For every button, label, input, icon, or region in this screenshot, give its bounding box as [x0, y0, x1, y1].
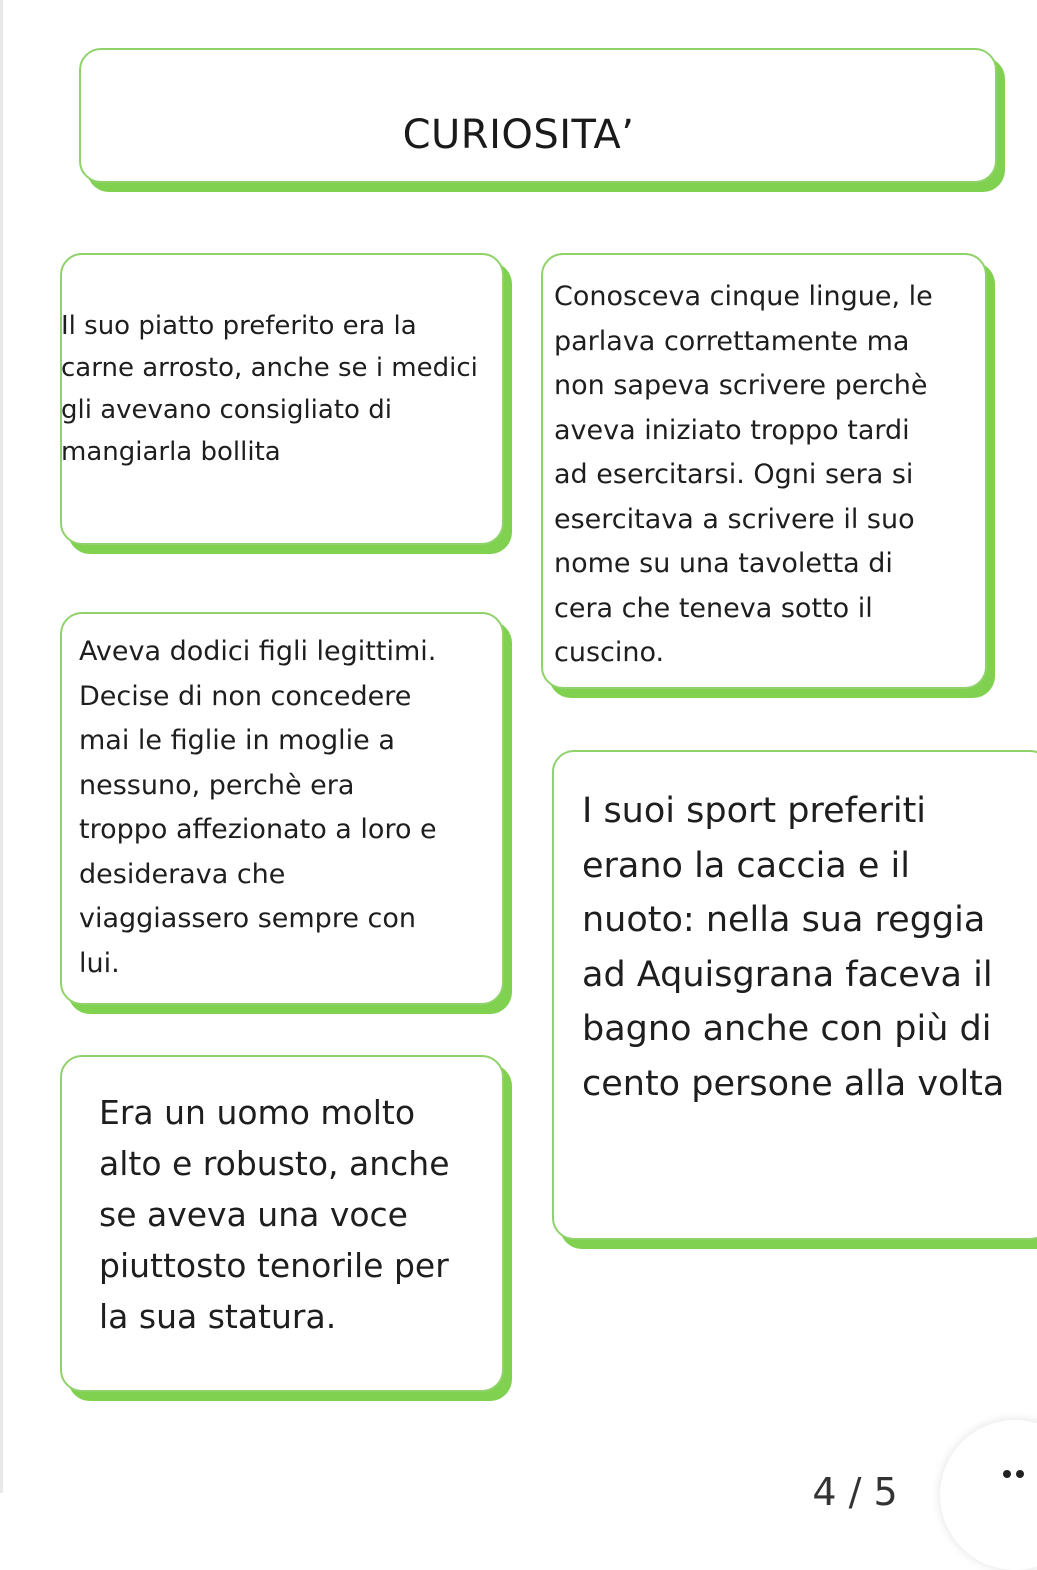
- page-title: CURIOSITA’: [402, 112, 635, 158]
- card-children-text: Aveva dodici figli legittimi. Decise di non concedere mai le figlie in moglie a nessuno, perchè era troppo affezionato a loro e desiderava che viaggiassero sempre con lui.: [79, 636, 437, 979]
- card-languages-text: Conosceva cinque lingue, le parlava correttamente ma non sapeva scrivere perchè aveva iniziato troppo tardi ad esercitarsi. Ogni sera si esercitava a scrivere il suo nome su una tavoletta di cera che teneva sotto il cuscino.: [554, 281, 933, 668]
- page-edge: [0, 0, 3, 1493]
- page-indicator: 4 / 5: [812, 1470, 898, 1514]
- card-appearance-text: Era un uomo molto alto e robusto, anche se aveva una voce piuttosto tenorile per la sua statura.: [99, 1093, 450, 1336]
- more-options-button[interactable]: [940, 1420, 1037, 1570]
- more-dots-icon[interactable]: [1003, 1470, 1029, 1480]
- card-favorite-food-text: Il suo piatto preferito era la carne arrosto, anche se i medici gli avevano consigliato di mangiarla bollita: [61, 311, 478, 467]
- card-sports-text: I suoi sport preferiti erano la caccia e il nuoto: nella sua reggia ad Aquisgrana faceva il bagno anche con più di cento persone alla volta: [582, 791, 1005, 1104]
